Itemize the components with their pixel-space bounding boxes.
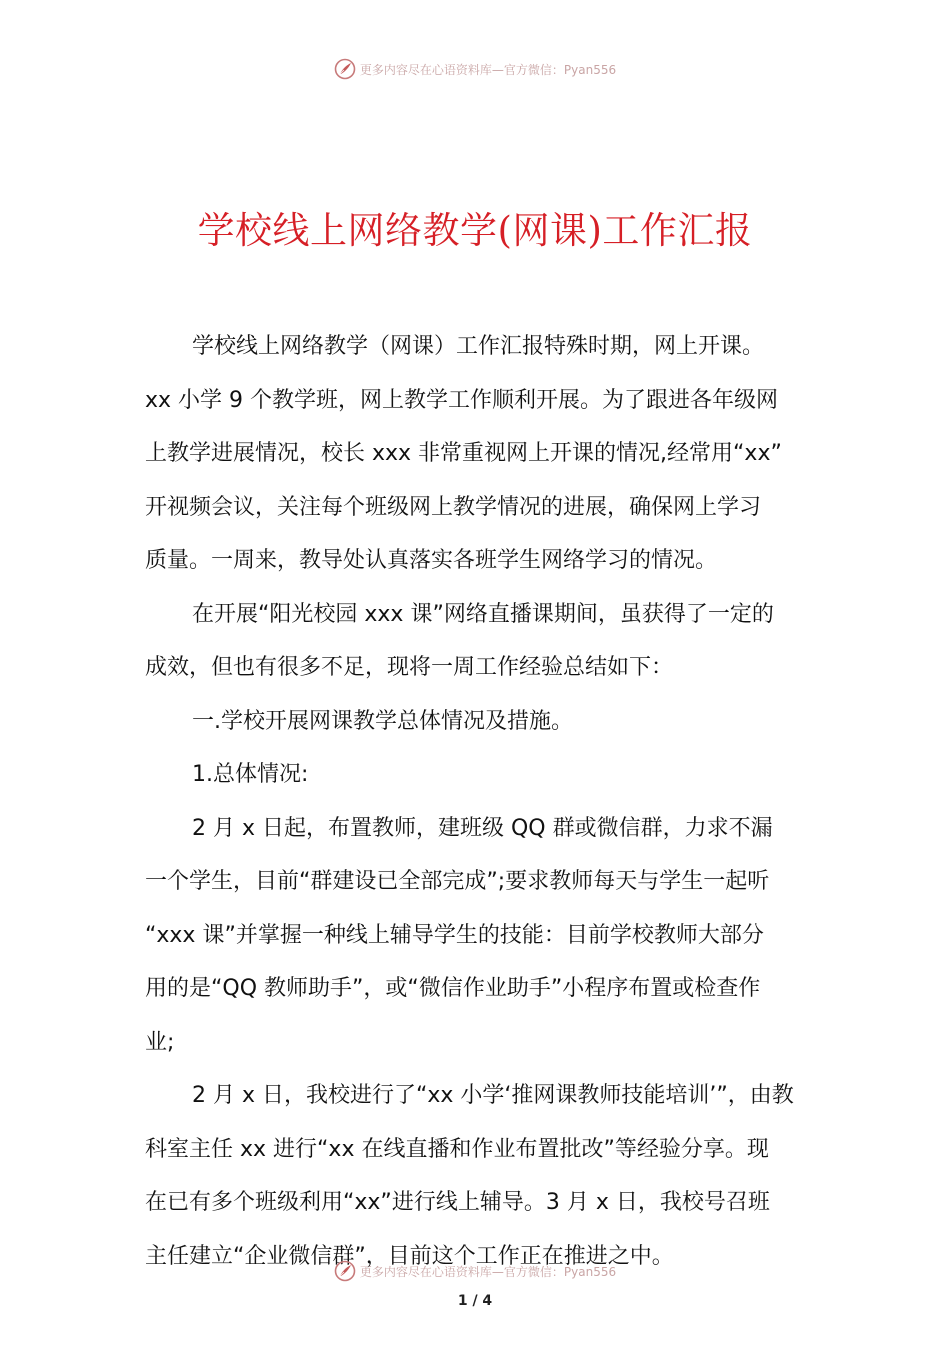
body-line: 学校线上网络教学（网课）工作汇报特殊时期，网上开课。 bbox=[192, 334, 765, 359]
body-line: 在开展“阳光校园 xxx 课”网络直播课期间，虽获得了一定的 bbox=[192, 601, 774, 627]
document-title: 学校线上网络教学(网课)工作汇报 bbox=[197, 209, 753, 252]
body-line: 科室主任 xx 进行“xx 在线直播和作业布置批改”等经验分享。现 bbox=[145, 1136, 769, 1162]
body-line: xx 小学 9 个教学班，网上教学工作顺利开展。为了跟进各年级网 bbox=[145, 387, 779, 413]
body-line: 主任建立“企业微信群”，目前这个工作正在推进之中。 bbox=[145, 1243, 674, 1269]
body-line: 用的是“QQ 教师助手”，或“微信作业助手”小程序布置或检查作 bbox=[145, 976, 761, 1001]
body-line: 在已有多个班级利用“xx”进行线上辅导。3 月 x 日，我校号召班 bbox=[145, 1190, 770, 1215]
body-line: 一个学生，目前“群建设已全部完成”;要求教师每天与学生一起听 bbox=[145, 869, 770, 894]
body-line: 2 月 x 日，我校进行了“xx 小学‘推网课教师技能培训’”，由教 bbox=[192, 1083, 794, 1108]
watermark-text: 更多内容尽在心语资料库—官方微信：Pyan556 bbox=[359, 62, 617, 77]
body-line: 开视频会议，关注每个班级网上教学情况的进展，确保网上学习 bbox=[145, 494, 762, 520]
body-line: 成效，但也有很多不足，现将一周工作经验总结如下： bbox=[145, 655, 674, 680]
watermark-text: 更多内容尽在心语资料库—官方微信：Pyan556 bbox=[359, 1264, 617, 1279]
header-watermark bbox=[0, 58, 950, 80]
page-number: 1 / 4 bbox=[457, 1293, 493, 1309]
footer-watermark bbox=[0, 1260, 950, 1282]
feather-pen-logo-icon bbox=[334, 58, 356, 80]
body-line: “xxx 课”并掌握一种线上辅导学生的技能：目前学校教师大部分 bbox=[145, 922, 764, 948]
body-line: 2 月 x 日起，布置教师，建班级 QQ 群或微信群，力求不漏 bbox=[192, 815, 773, 841]
document-body bbox=[145, 320, 885, 1283]
body-line: 1.总体情况: bbox=[192, 762, 309, 787]
body-line: 一.学校开展网课教学总体情况及措施。 bbox=[192, 708, 573, 734]
body-line: 业; bbox=[145, 1029, 175, 1055]
feather-pen-logo-icon bbox=[334, 1260, 356, 1282]
body-line: 上教学进展情况，校长 xxx 非常重视网上开课的情况,经常用“xx” bbox=[145, 441, 782, 466]
body-line: 质量。一周来，教导处认真落实各班学生网络学习的情况。 bbox=[145, 548, 718, 573]
